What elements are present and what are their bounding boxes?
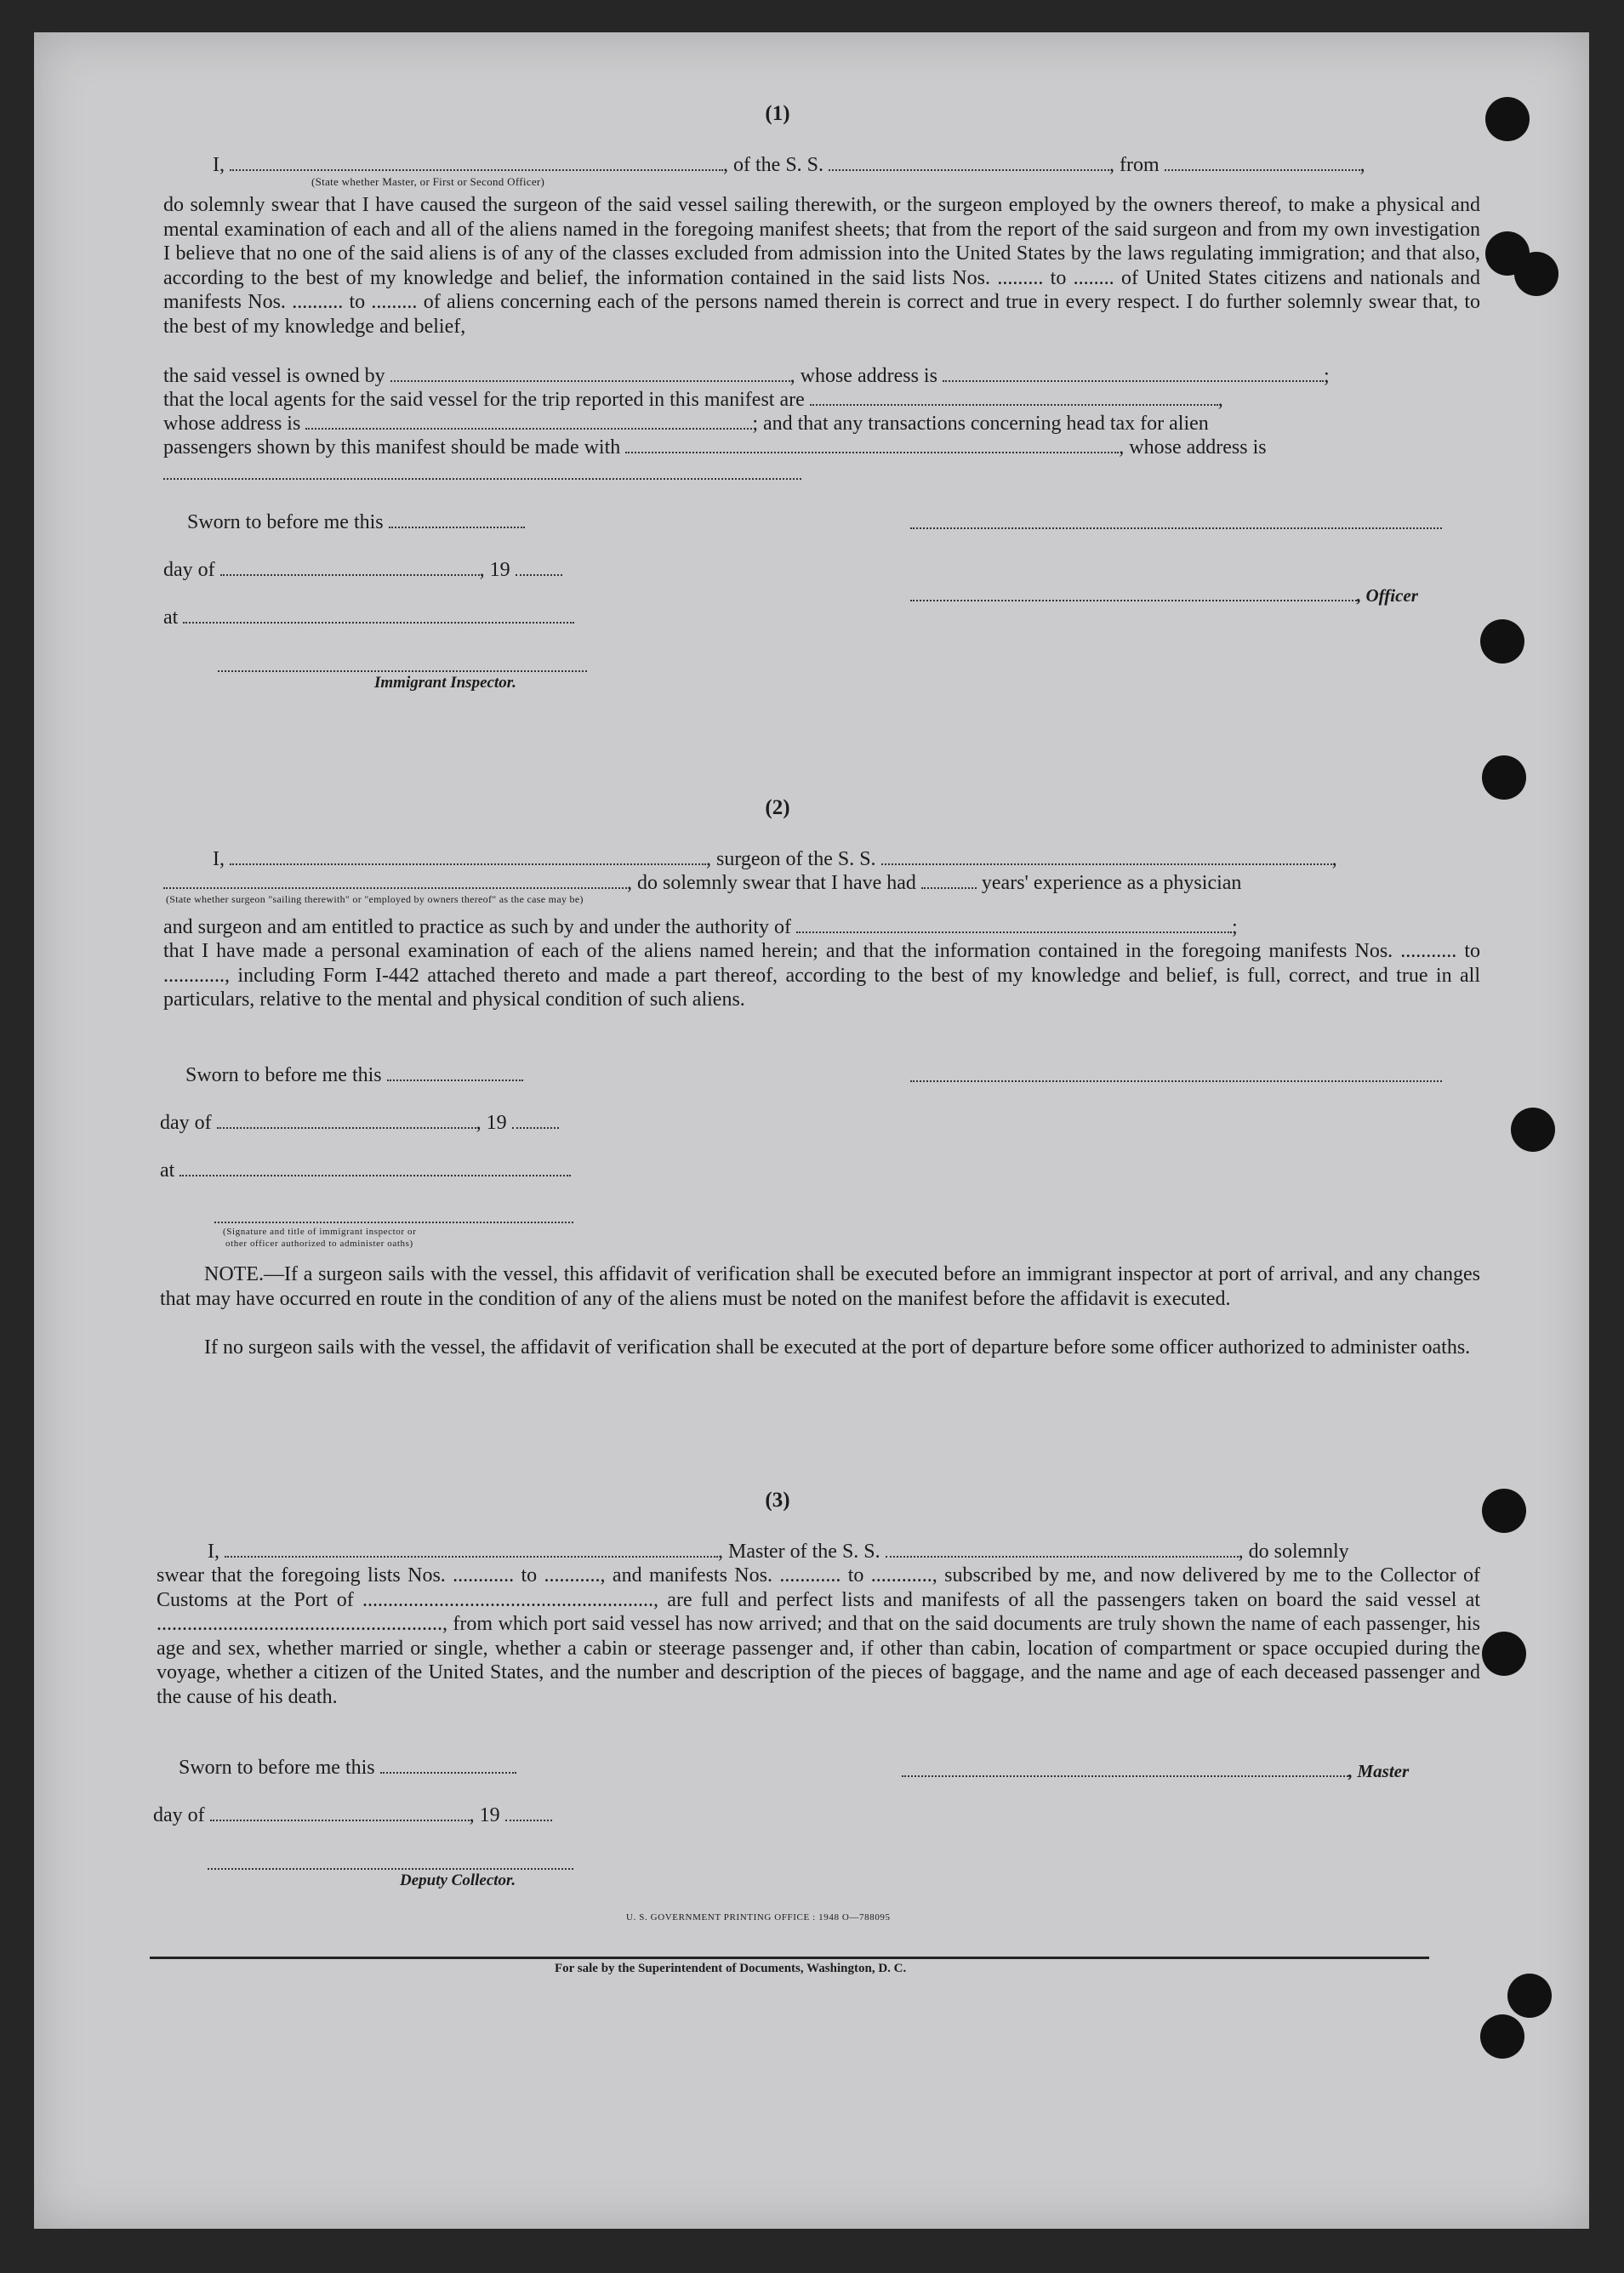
agents-blank[interactable] (810, 392, 1218, 406)
sworn-date-blank[interactable] (389, 515, 525, 528)
s1-from-label: , from (1109, 154, 1160, 176)
s3-i-label: I, (208, 1541, 219, 1563)
s3-ship-blank[interactable] (886, 1544, 1239, 1558)
owner-address-blank[interactable] (943, 368, 1324, 382)
officer-label: , Officer (1357, 585, 1418, 606)
day-blank[interactable] (210, 1808, 470, 1821)
year-label: , 19 (476, 1112, 507, 1134)
master-ss-label: , Master of the S. S. (718, 1541, 880, 1563)
immigrant-inspector-label: Immigrant Inspector. (374, 674, 516, 692)
s1-passengers-line (163, 436, 1267, 459)
sworn-label: Sworn to before me this (187, 511, 384, 533)
s3-sworn (179, 1756, 516, 1780)
day-of-label: day of (160, 1112, 212, 1134)
deputy-collector-signature-line[interactable] (208, 1866, 573, 1870)
s1-sworn (187, 510, 525, 534)
s1-i-label: I, (213, 154, 225, 176)
section-2-heading: (2) (765, 796, 790, 819)
year-label: , 19 (469, 1804, 500, 1826)
punch-hole (1511, 1108, 1555, 1152)
punch-hole (1507, 1974, 1552, 2018)
s1-line1: I, , of the S. S. , from , (213, 154, 1365, 176)
punch-hole (1514, 252, 1558, 296)
s2-sworn (185, 1063, 523, 1087)
master-signature-blank[interactable] (902, 1763, 1348, 1777)
head-tax-label: ; and that any transactions concerning head tax for alien (752, 413, 1209, 435)
at-label: at (160, 1159, 175, 1182)
administering-officer-signature-line[interactable] (214, 1220, 573, 1223)
form-page (34, 32, 1589, 2229)
surgeon-ss-label: , surgeon of the S. S. (706, 848, 876, 870)
s3-dayof (153, 1803, 552, 1827)
s3-master-name-blank[interactable] (225, 1544, 718, 1558)
at-blank[interactable] (183, 610, 574, 624)
passengers-label: passengers shown by this manifest should be made with (163, 436, 621, 459)
s2-line1: I, , surgeon of the S. S. , (213, 848, 1337, 870)
punch-hole (1480, 2014, 1524, 2059)
years-blank[interactable] (921, 875, 977, 889)
note-paragraph-1: NOTE.—If a surgeon sails with the vessel, this affidavit of verification shall be executed before an immigrant inspector at port of arrival, and any changes that may have occurred en route in the condition of any of the aliens must be noted on the manifest before the affidavit is executed. (160, 1263, 1480, 1310)
day-of-label: day of (153, 1804, 205, 1826)
s1-caption: (State whether Master, or First or Second Officer) (311, 175, 545, 188)
s1-body: do solemnly swear that I have caused the surgeon of the said vessel sailing therewith, or the surgeon employed by the owners thereof, to make a physical and mental examination of each and all of the aliens named in the foregoing manifest sheets; that from the report of the said surgeon and from my own investigation I believe that no one of the said aliens is of any of the classes excluded from admission into the United States by the laws regulating immigration; and that also, according to the best of my knowledge and belief, the information contained in the said lists Nos. ......... to ........ of United States citizens and nationals and manifests Nos. .......... to ......... of aliens concerning each of the persons named therein is correct and true in every respect. I do further solemnly swear that, to the best of my knowledge and belief, (163, 194, 1480, 338)
s1-from-blank[interactable] (1165, 157, 1360, 171)
s2-dayof (160, 1111, 559, 1135)
whose-address-label: , whose address is (789, 365, 937, 387)
footer-rule (150, 1957, 1429, 1959)
s1-ship-blank[interactable] (829, 157, 1109, 171)
officer-signature-blank[interactable] (910, 588, 1357, 601)
sworn-label: Sworn to before me this (179, 1757, 375, 1779)
sig-caption-1: (Signature and title of immigrant inspector or (223, 1227, 417, 1237)
s2-status-blank[interactable] (163, 875, 627, 889)
s2-at (160, 1159, 571, 1182)
at-blank[interactable] (179, 1163, 571, 1176)
whose-address-label: whose address is (163, 413, 301, 435)
s1-dayof (163, 558, 562, 582)
s2-authority-line: and surgeon and am entitled to practice as such by and under the authority of ; (163, 916, 1238, 938)
day-blank[interactable] (220, 562, 480, 576)
s1-agents-line: that the local agents for the said vessel for the trip reported in this manifest are , (163, 389, 1223, 411)
owned-by-label: the said vessel is owned by (163, 365, 385, 387)
s2-i-label: I, (213, 848, 225, 870)
agent-address-blank[interactable] (305, 416, 752, 430)
s2-body: that I have made a personal examination of each of the aliens named herein; and that the information contained in the foregoing manifests Nos. ........... to ............, including Form I-442 attached thereto and made a part thereof, according to the best of my knowledge and belief, is full, correct, and true in all particulars, relative to the mental and physical condition of such aliens. (163, 940, 1480, 1011)
s2-line2 (163, 871, 1241, 895)
s1-agent-addr-line (163, 412, 1209, 436)
master-label: , Master (1348, 1761, 1410, 1781)
head-tax-contact-blank[interactable] (625, 440, 1119, 453)
year-label: , 19 (479, 559, 510, 581)
s2-caption: (State whether surgeon "sailing therewith" or "employed by owners thereof" as the case may be) (166, 893, 584, 905)
sig-caption-2: other officer authorized to administer oaths) (225, 1239, 413, 1249)
contact-address-blank[interactable] (163, 476, 801, 480)
section-3-heading: (3) (765, 1489, 790, 1512)
year-blank[interactable] (512, 1115, 559, 1129)
section-1-heading: (1) (765, 102, 790, 125)
years-experience-label: years' experience as a physician (981, 872, 1242, 894)
year-blank[interactable] (505, 1808, 552, 1821)
surgeon-signature-line[interactable] (910, 1079, 1442, 1082)
note-paragraph-2: If no surgeon sails with the vessel, the affidavit of verification shall be executed at the port of departure before some officer authorized to administer oaths. (204, 1336, 1471, 1359)
solemnly-swear-label: , do solemnly swear that I have had (627, 872, 916, 894)
sale-notice: For sale by the Superintendent of Documents, Washington, D. C. (555, 1962, 907, 1975)
agents-label: that the local agents for the said vessel for the trip reported in this manifest are (163, 389, 805, 411)
s1-at (163, 606, 574, 629)
authority-blank[interactable] (796, 920, 1232, 933)
whose-address-label: , whose address is (1119, 436, 1267, 459)
gpo-imprint: U. S. GOVERNMENT PRINTING OFFICE : 1948 O—788095 (626, 1912, 891, 1923)
punch-hole (1480, 619, 1524, 664)
inspector-signature-line[interactable] (218, 669, 587, 672)
s2-surgeon-name-blank[interactable] (230, 852, 706, 865)
signature-line[interactable] (910, 526, 1442, 529)
s1-title-blank[interactable] (230, 157, 723, 171)
sworn-date-blank[interactable] (387, 1068, 523, 1081)
s3-master-sig (902, 1759, 1409, 1783)
sworn-date-blank[interactable] (380, 1760, 516, 1774)
s1-officer (910, 584, 1418, 607)
punch-hole (1482, 1632, 1526, 1676)
owner-blank[interactable] (390, 368, 790, 382)
s1-owned-line: the said vessel is owned by , whose address is ; (163, 365, 1330, 387)
s1-ss-label: , of the S. S. (723, 154, 824, 176)
s3-line1 (208, 1540, 1349, 1564)
at-label: at (163, 607, 179, 629)
deputy-collector-label: Deputy Collector. (400, 1871, 516, 1889)
day-of-label: day of (163, 559, 215, 581)
s2-ship-blank[interactable] (881, 852, 1332, 865)
day-blank[interactable] (217, 1115, 476, 1129)
do-solemnly-label: , do solemnly (1238, 1541, 1349, 1563)
s3-body: swear that the foregoing lists Nos. ............ to ..........., and manifests Nos. ............ to ............, subscribed by me, and now delivered by me to the Collector of Customs at the Port of ........................................................., are full and perfect lists and manifests of all the passengers taken on board the said vessel at ........................................................, from which port said vessel has now arrived; and that on the said documents are truly shown the name of each passenger, his age and sex, whether married or single, whether a cabin or steerage passenger and, if other than cabin, location of compartment or space occupied during the voyage, whether a citizen of the United States, and the number and description of the pieces of baggage, and the name and age of each deceased passenger and the cause of his death. (157, 1564, 1480, 1708)
punch-hole (1482, 755, 1526, 800)
sworn-label: Sworn to before me this (185, 1064, 382, 1086)
year-blank[interactable] (516, 562, 562, 576)
authority-label: and surgeon and am entitled to practice as such by and under the authority of (163, 916, 791, 938)
